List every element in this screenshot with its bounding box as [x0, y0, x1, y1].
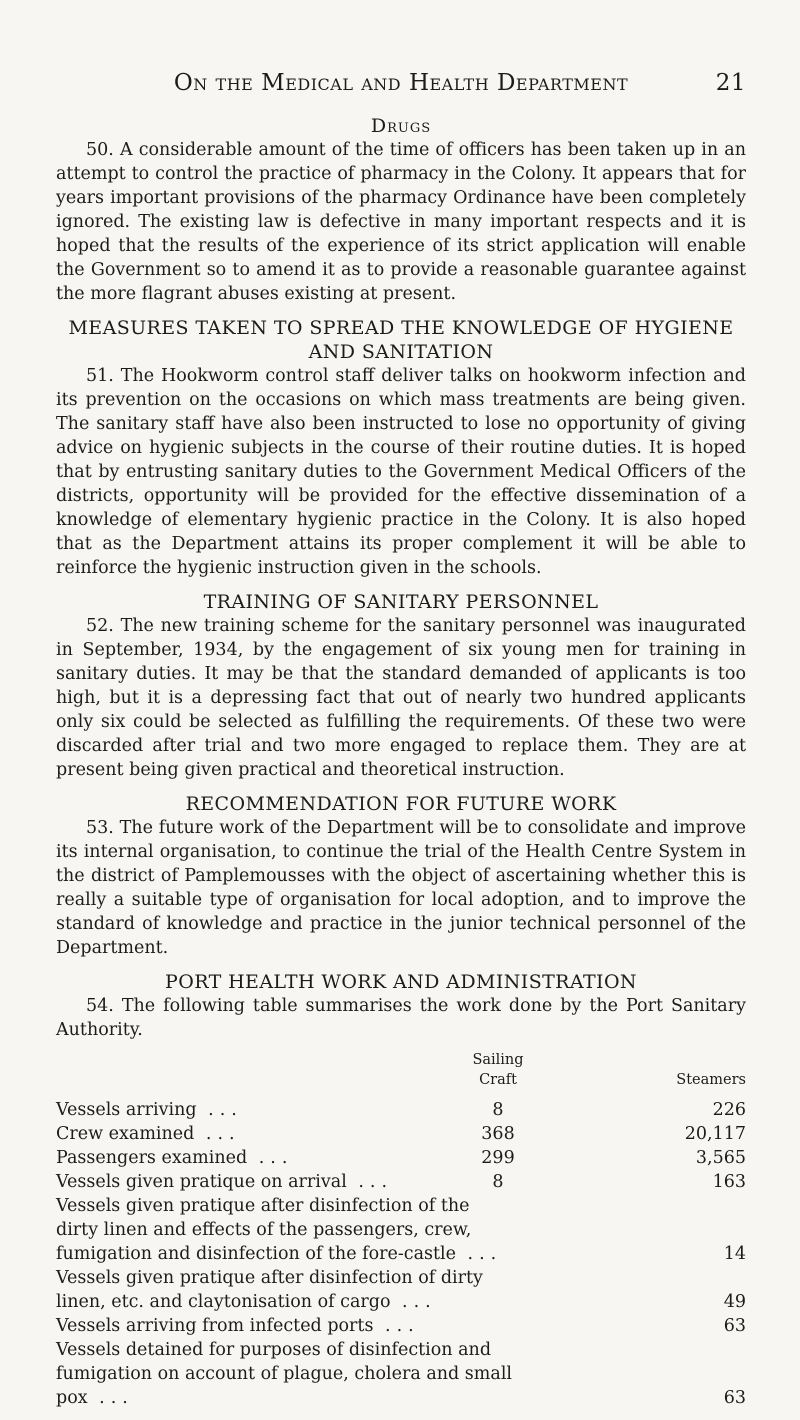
row-steamers-value: 20,117 — [684, 1124, 746, 1144]
page-number: 21 — [715, 70, 746, 96]
table-row — [56, 1098, 746, 1122]
row-steamers-value: 14 — [723, 1244, 746, 1264]
table-row — [56, 1170, 746, 1194]
row-sailing-value: 299 — [481, 1148, 515, 1168]
table-row — [56, 1194, 746, 1266]
row-steamers-value: 3,565 — [695, 1148, 746, 1168]
header-title: On the Medical and Health Department — [173, 70, 629, 96]
paragraph-53: 53. The future work of the Department will be to consolidate and improve its internal organisation, to continue the trial of the Health Centre System in the district of Pamplemousses with the object of ascertaining whether this is really a suitable type of organisation for local adoption, and to improve the standard of knowledge and practice in the junior technical personnel of the Department. — [56, 818, 746, 958]
section-port-health — [56, 970, 746, 1410]
row-steamers-value: 63 — [723, 1316, 746, 1336]
port-health-table — [56, 1098, 746, 1410]
row-label: Crew examined ... — [56, 1124, 241, 1144]
row-sailing-value: 8 — [492, 1100, 504, 1120]
row-label: Passengers examined ... — [56, 1148, 294, 1168]
section-measures — [56, 316, 746, 580]
row-label: Vessels given pratique after disinfection of dirty linen, etc. and claytonisation of cargo ... — [56, 1268, 483, 1312]
row-steamers-value: 63 — [723, 1388, 746, 1408]
row-label: Vessels detained for purposes of disinfection and fumigation on account of plague, cholera and small pox ... — [56, 1340, 513, 1408]
table-column-headers — [56, 1050, 746, 1098]
row-steamers-value: 226 — [712, 1100, 746, 1120]
row-sailing-value: 8 — [492, 1172, 504, 1192]
section-recommendation — [56, 792, 746, 960]
section-drugs — [56, 114, 746, 306]
paragraph-52: 52. The new training scheme for the sanitary personnel was inaugurated in September, 1934, by the engagement of six young men for training in sanitary duties. It may be that the standard demanded of applicants is too high, but it is a depressing fact that out of nearly two hundred applicants only six could be selected as fulfilling the requirements. Of these two were discarded after trial and two more engaged to replace them. They are at present being given practical and theoretical instruction. — [56, 616, 746, 780]
row-label: Vessels given pratique on arrival ... — [56, 1172, 394, 1192]
running-header — [56, 70, 746, 96]
table-row — [56, 1338, 746, 1410]
table-row — [56, 1146, 746, 1170]
table-row — [56, 1266, 746, 1314]
section-heading-recommendation: RECOMMENDATION FOR FUTURE WORK — [185, 793, 617, 815]
row-steamers-value: 163 — [712, 1172, 746, 1192]
paragraph-51: 51. The Hookworm control staff deliver talks on hookworm infection and its prevention on the occasions on which mass treatments are being given. The sanitary staff have also been instructed to lose no opportunity of giving advice on hygienic subjects in the course of their routine duties. It is hoped that by entrusting sanitary duties to the Government Medical Officers of the districts, opportunity will be provided for the effective dissemination of a knowledge of elementary hygienic practice in the Colony. It is also hoped that as the Department attains its proper complement it will be able to reinforce the hygienic instruction given in the schools. — [56, 366, 746, 578]
table-row — [56, 1122, 746, 1146]
column-header-steamers: Steamers — [676, 1072, 746, 1088]
row-sailing-value: 368 — [481, 1124, 515, 1144]
row-label: Vessels arriving ... — [56, 1100, 243, 1120]
row-label: Vessels arriving from infected ports ... — [56, 1316, 420, 1336]
section-heading-training: TRAINING OF SANITARY PERSONNEL — [203, 591, 599, 613]
row-steamers-value: 49 — [723, 1292, 746, 1312]
column-header-sailing-craft: Sailing Craft — [472, 1052, 524, 1088]
section-training — [56, 590, 746, 782]
section-heading-measures: MEASURES TAKEN TO SPREAD THE KNOWLEDGE OF HYGIENE AND SANITATION — [68, 317, 734, 363]
row-label: Vessels given pratique after disinfection of the dirty linen and effects of the passengers, crew, fumigation and disinfection of the fore-castle ... — [56, 1196, 503, 1264]
section-heading-drugs: Drugs — [370, 115, 432, 137]
table-row — [56, 1314, 746, 1338]
section-heading-port-health: PORT HEALTH WORK AND ADMINISTRATION — [165, 971, 637, 993]
paragraph-50: 50. A considerable amount of the time of officers has been taken up in an attempt to control the practice of pharmacy in the Colony. It appears that for years important provisions of the pharmacy Ordinance have been completely ignored. The existing law is defective in many important respects and it is hoped that the results of the experience of its strict application will enable the Government so to amend it as to provide a reasonable guarantee against the more flagrant abuses existing at present. — [56, 140, 746, 304]
document-page — [56, 70, 746, 1420]
paragraph-54: 54. The following table summarises the work done by the Port Sanitary Authority. — [56, 996, 746, 1040]
